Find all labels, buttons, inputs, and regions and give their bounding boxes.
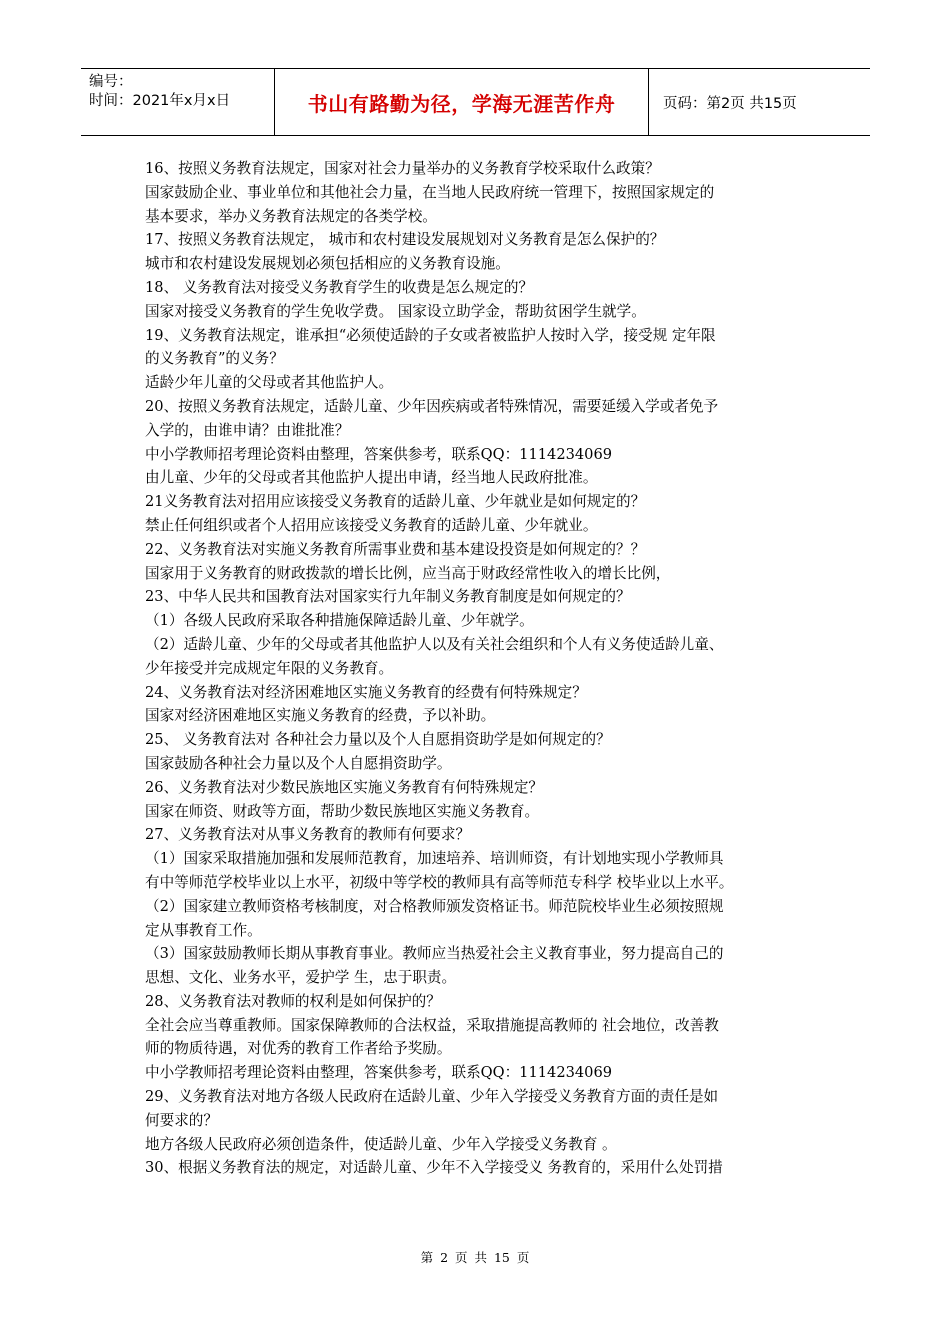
- document-time-label: 时间：2021年x月x日: [89, 93, 231, 109]
- text-line: 24、义务教育法对经济困难地区实施义务教育的经费有何特殊规定？: [145, 683, 587, 701]
- text-line: 28、义务教育法对教师的权利是如何保护的？: [145, 992, 441, 1010]
- text-line: 中小学教师招考理论资料由整理，答案供参考，联系QQ：1114234069: [145, 445, 613, 463]
- text-line: 国家鼓励各种社会力量以及个人自愿捐资助学。: [145, 754, 452, 772]
- text-line: 16、按照义务教育法规定，国家对社会力量举办的义务教育学校采取什么政策？: [145, 160, 660, 177]
- header-motto: 书山有路勤为径，学海无涯苦作舟: [307, 91, 616, 116]
- header-page-info-cell: [649, 69, 870, 135]
- text-line: 有中等师范学校毕业以上水平，初级中等学校的教师具有高等师范专科学 校毕业以上水平。: [145, 873, 734, 891]
- text-line: 国家对经济困难地区实施义务教育的经费，予以补助。: [145, 707, 496, 725]
- text-line: 何要求的？: [145, 1111, 218, 1129]
- header-meta: [81, 69, 274, 135]
- text-line: （1）各级人民政府采取各种措施保障适龄儿童、少年就学。: [145, 612, 534, 630]
- page-footer: 第 2 页 共 15 页: [420, 1250, 530, 1265]
- text-line: （3）国家鼓励教师长期从事教育事业。教师应当热爱社会主义教育事业，努力提高自己的: [145, 945, 724, 963]
- text-line: 适龄少年儿童的父母或者其他监护人。: [145, 374, 394, 392]
- text-line: （1）国家采取措施加强和发展师范教育，加速培养、培训师资，有计划地实现小学教师具: [145, 850, 724, 868]
- text-line: 的义务教育”的义务？: [145, 350, 284, 368]
- text-line: 国家在师资、财政等方面，帮助少数民族地区实施义务教育。: [145, 802, 540, 820]
- text-line: 城市和农村建设发展规划必须包括相应的义务教育设施。: [145, 255, 510, 273]
- text-line: 入学的，由谁申请？由谁批准？: [145, 421, 350, 439]
- text-line: 21义务教育法对招用应该接受义务教育的适龄儿童、少年就业是如何规定的？: [145, 493, 646, 511]
- text-line: 禁止任何组织或者个人招用应该接受义务教育的适龄儿童、少年就业。: [145, 516, 598, 534]
- text-line: 基本要求，举办义务教育法规定的各类学校。: [145, 207, 437, 225]
- text-line: 少年接受并完成规定年限的义务教育。: [145, 659, 394, 677]
- text-line: 17、按照义务教育法规定， 城市和农村建设发展规划对义务教育是怎么保护的？: [145, 231, 665, 249]
- text-line: 29、义务教育法对地方各级人民政府在适龄儿童、少年入学接受义务教育方面的责任是如: [145, 1088, 719, 1106]
- text-line: （2）国家建立教师资格考核制度，对合格教师颁发资格证书。师范院校毕业生必须按照规: [145, 897, 724, 915]
- text-line: 地方各级人民政府必须创造条件，使适龄儿童、少年入学接受义务教育 。: [145, 1135, 617, 1153]
- page-header: [81, 68, 870, 136]
- text-line: 22、义务教育法对实施义务教育所需事业费和基本建设投资是如何规定的？？: [145, 540, 646, 558]
- text-line: 19、义务教育法规定，谁承担“必须使适龄的子女或者被监护人按时入学，接受规 定年限: [145, 326, 716, 344]
- document-number-label: 编号：: [89, 74, 133, 90]
- text-line: 定从事教育工作。: [145, 921, 262, 939]
- text-line: 30、根据义务教育法的规定，对适龄儿童、少年不入学接受义 务教育的，采用什么处罚措: [145, 1159, 723, 1177]
- text-line: 国家用于义务教育的财政拨款的增长比例，应当高于财政经常性收入的增长比例，: [145, 564, 671, 582]
- text-line: 思想、文化、业务水平，爱护学 生，忠于职责。: [145, 969, 457, 987]
- header-motto-cell: [274, 69, 649, 135]
- text-line: 25、 义务教育法对 各种社会力量以及个人自愿捐资助学是如何规定的？: [145, 731, 611, 749]
- text-line: 由儿童、少年的父母或者其他监护人提出申请，经当地人民政府批准。: [145, 469, 598, 487]
- text-line: 27、义务教育法对从事义务教育的教师有何要求？: [145, 826, 471, 844]
- text-line: 国家对接受义务教育的学生免收学费。 国家设立助学金，帮助贫困学生就学。: [145, 302, 646, 320]
- text-line: 师的物质待遇，对优秀的教育工作者给予奖励。: [145, 1040, 452, 1058]
- text-line: 中小学教师招考理论资料由整理，答案供参考，联系QQ：1114234069: [145, 1064, 613, 1082]
- text-line: 26、义务教育法对少数民族地区实施义务教育有何特殊规定？: [145, 778, 544, 796]
- text-line: 18、 义务教育法对接受义务教育学生的收费是怎么规定的？: [145, 278, 534, 296]
- document-body: [145, 157, 815, 1180]
- text-line: 全社会应当尊重教师。国家保障教师的合法权益，采取措施提高教师的 社会地位，改善教: [145, 1016, 719, 1034]
- header-page-info: 页码：第2页 共15页: [663, 95, 797, 112]
- text-line: 23、中华人民共和国教育法对国家实行九年制义务教育制度是如何规定的？: [145, 588, 631, 606]
- text-line: 国家鼓励企业、事业单位和其他社会力量，在当地人民政府统一管理下，按照国家规定的: [145, 183, 715, 201]
- text-line: 20、按照义务教育法规定，适龄儿童、少年因疾病或者特殊情况，需要延缓入学或者免予: [145, 397, 719, 415]
- text-line: （2）适龄儿童、少年的父母或者其他监护人以及有关社会组织和个人有义务使适龄儿童、: [145, 635, 724, 653]
